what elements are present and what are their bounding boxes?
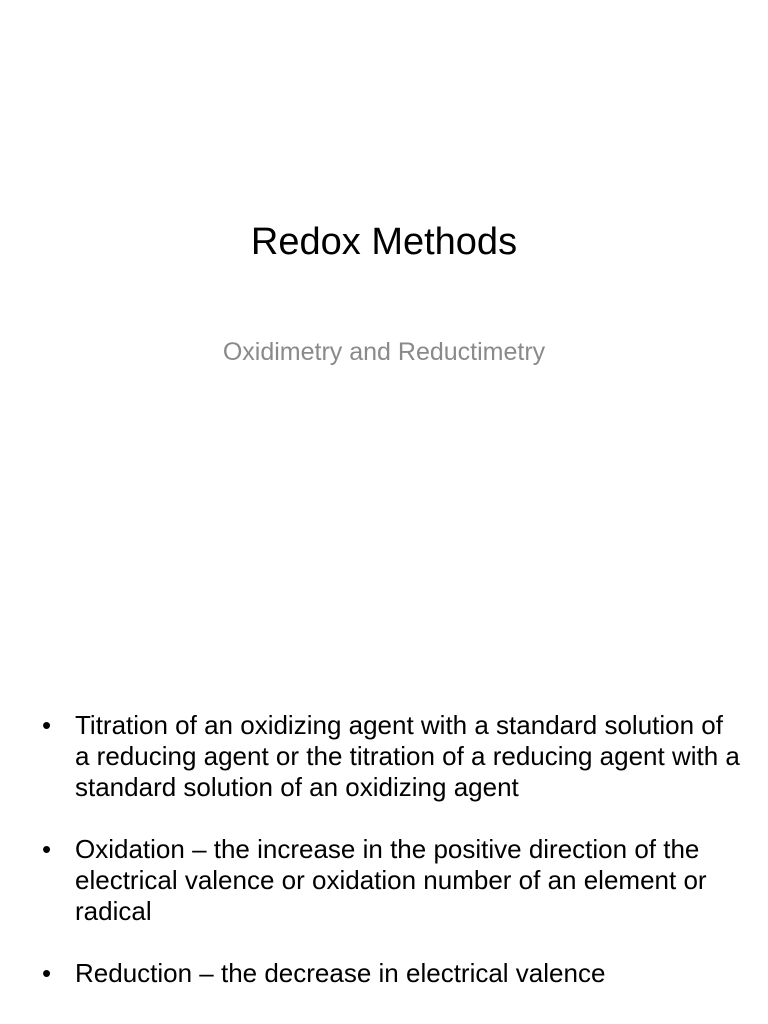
bullet-dot-icon: • [42,710,52,740]
slide-subtitle: Oxidimetry and Reductimetry [222,338,546,366]
slide-title: Redox Methods [250,221,518,263]
bullet-item [40,834,740,927]
bullet-text: Reduction – the decrease in electrical valence [75,958,606,988]
bullet-dot-icon: • [42,834,52,864]
bullet-text: Oxidation – the increase in the positive direction of the electrical valence or oxidation number of an element or radical [75,834,707,926]
bullet-item [40,710,740,803]
bullet-dot-icon: • [42,958,52,988]
bullet-list [40,710,740,1020]
bullet-text: Titration of an oxidizing agent with a standard solution of a reducing agent or the titration of a reducing agent with a standard solution of an oxidizing agent [75,710,740,802]
bullet-item [40,958,740,989]
content-slide [0,640,768,1024]
